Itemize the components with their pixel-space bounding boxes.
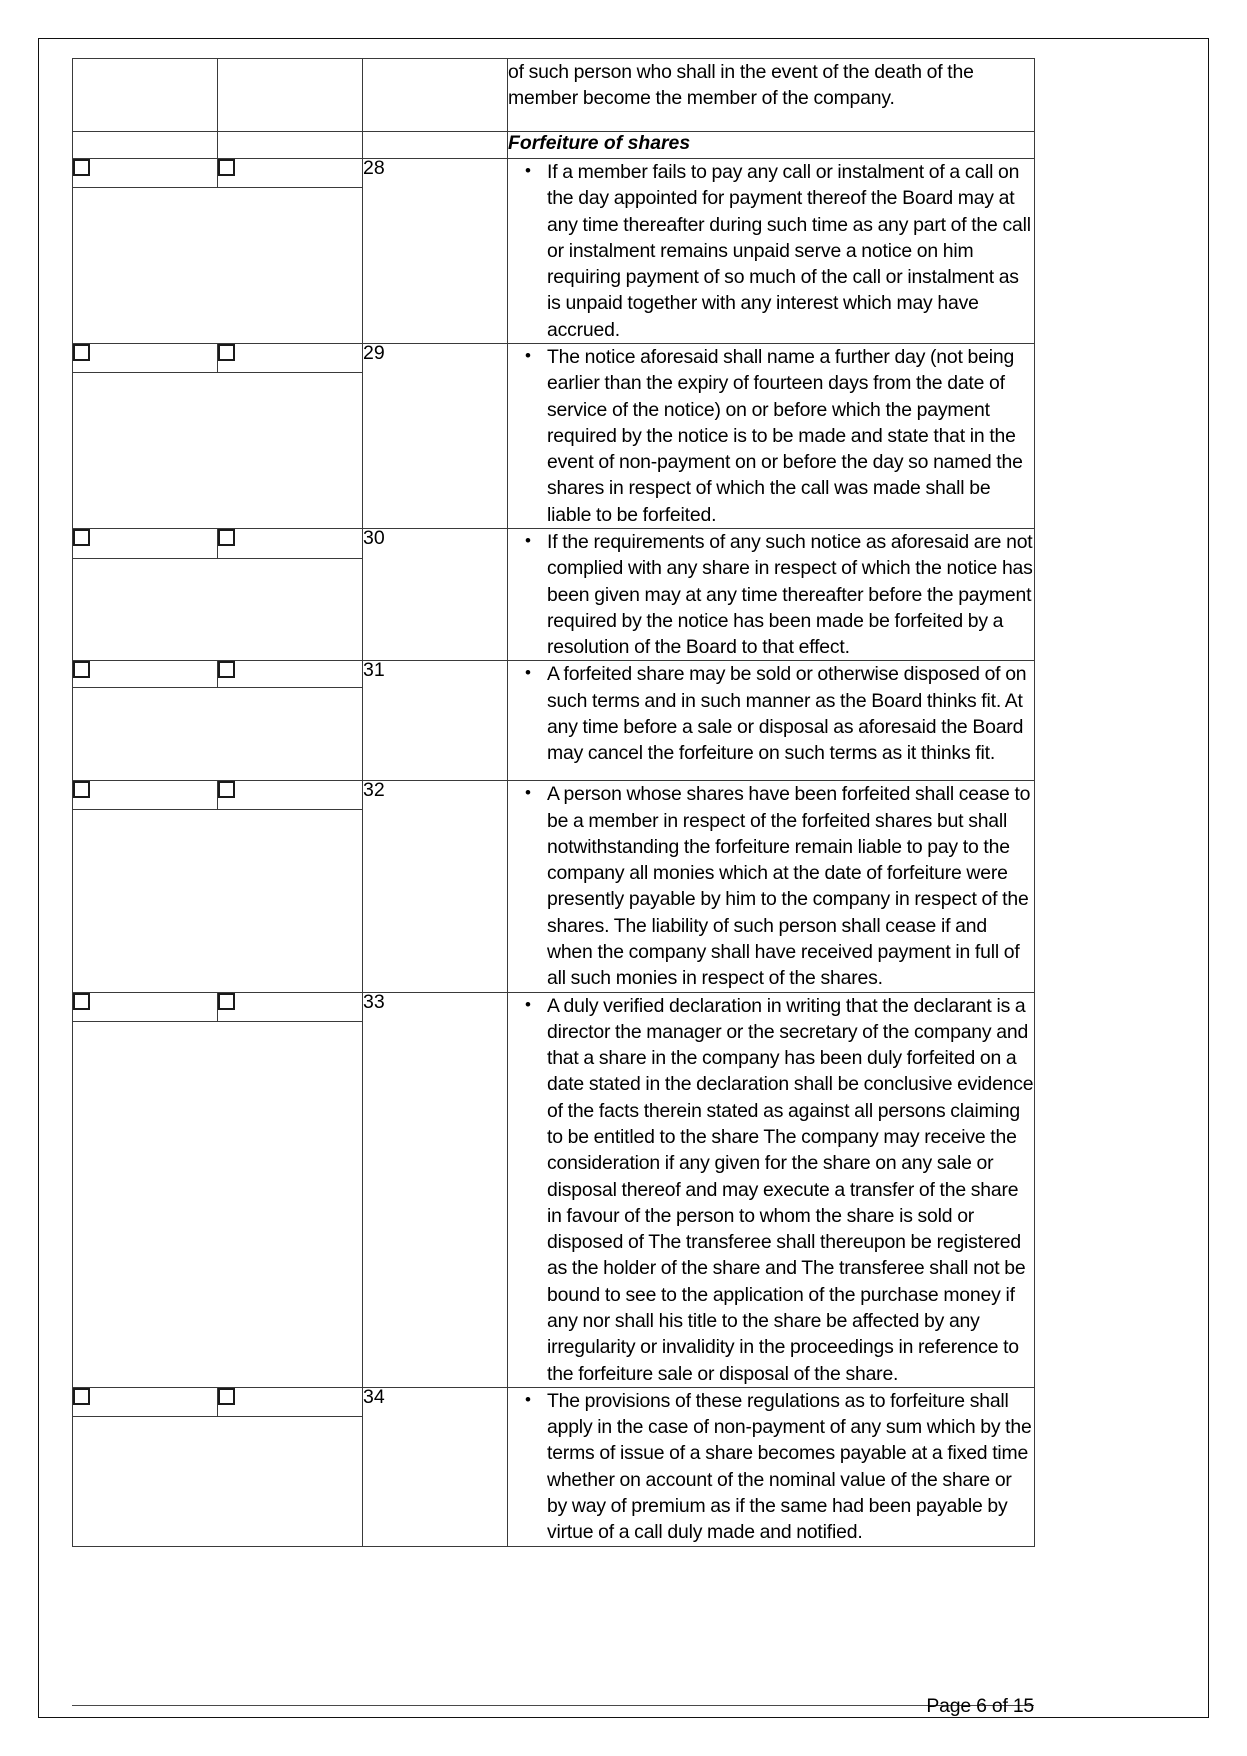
unchecked-checkbox-icon[interactable] — [218, 159, 235, 176]
clause-bullet-item: • If the requirements of any such notice as aforesaid are not complied with any share in respect of which the notice has been given may at any time thereafter before the payment required by the notice has been made be forfeited by a resolution of the Board to that effect. — [547, 529, 1034, 660]
unchecked-checkbox-icon[interactable] — [218, 661, 235, 678]
table-row-checkboxes-29 — [73, 343, 1035, 372]
clause-number-30 — [363, 528, 508, 660]
clause-blank-area-28 — [73, 187, 363, 343]
clause-bullet-item: • A person whose shares have been forfeited shall cease to be a member in respect of the forfeited shares but shall notwithstanding the forfeiture remain liable to pay to the company all monies which at the date of forfeiture were presently payable by him to the company in respect of the shares. The liability of such person shall cease if and when the company shall have received payment in full of all such monies in respect of the shares. — [547, 781, 1034, 991]
checkbox-cell-right-34[interactable] — [218, 1387, 363, 1416]
checkbox-cell-left-34[interactable] — [73, 1387, 218, 1416]
checkbox-cell-right-28[interactable] — [218, 159, 363, 188]
unchecked-checkbox-icon[interactable] — [218, 344, 235, 361]
clause-bullet-item: • A duly verified declaration in writing that the declarant is a director the manager or the secretary of the company and that a share in the company has been duly forfeited on a date stated in the declaration shall be conclusive evidence of the facts therein stated as against all persons claiming to be entitled to the share The company may receive the consideration if any given for the share on any sale or disposal thereof and may execute a transfer of the share in favour of the person to whom the share is sold or disposed of The transferee shall thereupon be registered as the holder of the share and The transferee shall not be bound to see to the application of the purchase money if any nor shall his title to the share be affected by any irregularity or invalidity in the proceedings in reference to the forfeiture sale or disposal of the share. — [547, 993, 1034, 1387]
footer-divider — [72, 1705, 1034, 1706]
section-heading-cell-col1 — [73, 132, 218, 159]
checkbox-cell-left-32[interactable] — [73, 781, 218, 810]
clause-number-34 — [363, 1387, 508, 1546]
unchecked-checkbox-icon[interactable] — [73, 661, 90, 678]
clause-bullet-item: • If a member fails to pay any call or instalment of a call on the day appointed for payment thereof the Board may at any time thereafter during such time as any part of the call or instalment remains unpaid serve a notice on him requiring payment of so much of the call or instalment as is unpaid together with any interest which may have accrued. — [547, 159, 1034, 343]
clause-number-text: 34 — [363, 1385, 385, 1408]
unchecked-checkbox-icon[interactable] — [73, 993, 90, 1010]
table-row-checkboxes-32 — [73, 781, 1035, 810]
unchecked-checkbox-icon[interactable] — [218, 529, 235, 546]
unchecked-checkbox-icon[interactable] — [73, 159, 90, 176]
clause-bullet-list — [508, 661, 1034, 766]
clause-bullet-item: • The provisions of these regulations as to forfeiture shall apply in the case of non-payment of any sum which by the terms of issue of a share becomes payable at a fixed time whether on account of the nominal value of the share or by way of premium as if the same had been payable by virtue of a call duly made and notified. — [547, 1388, 1034, 1546]
unchecked-checkbox-icon[interactable] — [218, 781, 235, 798]
table-row-checkboxes-28 — [73, 159, 1035, 188]
clause-text-34 — [508, 1387, 1035, 1546]
clause-number-text: 30 — [363, 526, 385, 549]
unchecked-checkbox-icon[interactable] — [73, 344, 90, 361]
page-footer — [72, 1695, 1034, 1735]
section-heading-cell-number — [363, 132, 508, 159]
checkbox-cell-left-33[interactable] — [73, 992, 218, 1021]
table-row-section-heading — [73, 132, 1035, 159]
continuation-cell-number — [363, 59, 508, 132]
section-heading-title: Forfeiture of shares — [508, 132, 1035, 159]
table-row-checkboxes-34 — [73, 1387, 1035, 1416]
clause-blank-area-33 — [73, 1021, 363, 1387]
continuation-cell-col2 — [218, 59, 363, 132]
clause-number-text: 32 — [363, 779, 385, 802]
checkbox-cell-left-28[interactable] — [73, 159, 218, 188]
page-number-label: Page 6 of 15 — [926, 1695, 1034, 1717]
clause-bullet-list — [508, 159, 1034, 343]
clause-number-text: 33 — [363, 990, 385, 1013]
clause-number-28 — [363, 159, 508, 344]
clause-bullet-list — [508, 781, 1034, 991]
clause-number-32 — [363, 781, 508, 992]
table-row-continuation — [73, 59, 1035, 132]
checkbox-cell-left-29[interactable] — [73, 343, 218, 372]
clause-bullet-list — [508, 529, 1034, 660]
clause-blank-area-31 — [73, 688, 363, 781]
clause-blank-area-30 — [73, 558, 363, 661]
page-content — [72, 58, 1034, 1547]
checkbox-cell-left-31[interactable] — [73, 661, 218, 688]
clause-text-31 — [508, 661, 1035, 781]
clause-number-text: 31 — [363, 659, 385, 682]
clause-blank-area-29 — [73, 372, 363, 528]
clause-number-31 — [363, 661, 508, 781]
clause-text-33 — [508, 992, 1035, 1387]
clause-number-29 — [363, 343, 508, 528]
checkbox-cell-right-32[interactable] — [218, 781, 363, 810]
unchecked-checkbox-icon[interactable] — [73, 781, 90, 798]
continuation-cell-text: of such person who shall in the event of the death of the member become the member of the company. — [508, 59, 1035, 132]
clause-text-29 — [508, 343, 1035, 528]
clause-blank-area-34 — [73, 1417, 363, 1546]
clause-bullet-item: • The notice aforesaid shall name a further day (not being earlier than the expiry of fourteen days from the date of service of the notice) on or before which the payment required by the notice is to be made and state that in the event of non-payment on or before the day so named the shares in respect of which the call was made shall be liable to be forfeited. — [547, 344, 1034, 528]
clause-blank-area-32 — [73, 809, 363, 992]
section-heading-cell-col2 — [218, 132, 363, 159]
articles-table — [72, 58, 1035, 1547]
clause-text-32 — [508, 781, 1035, 992]
unchecked-checkbox-icon[interactable] — [218, 993, 235, 1010]
checkbox-cell-right-29[interactable] — [218, 343, 363, 372]
clause-number-text: 29 — [363, 341, 385, 364]
unchecked-checkbox-icon[interactable] — [73, 1388, 90, 1405]
table-row-checkboxes-33 — [73, 992, 1035, 1021]
clause-number-33 — [363, 992, 508, 1387]
clause-bullet-item: • A forfeited share may be sold or otherwise disposed of on such terms and in such manner as the Board thinks fit. At any time before a sale or disposal as aforesaid the Board may cancel the forfeiture on such terms as it thinks fit. — [547, 661, 1034, 766]
clause-bullet-list — [508, 993, 1034, 1387]
checkbox-cell-right-33[interactable] — [218, 992, 363, 1021]
checkbox-cell-left-30[interactable] — [73, 528, 218, 558]
clause-number-text: 28 — [363, 157, 385, 179]
checkbox-cell-right-30[interactable] — [218, 528, 363, 558]
clause-bullet-list — [508, 344, 1034, 528]
checkbox-cell-right-31[interactable] — [218, 661, 363, 688]
continuation-cell-col1 — [73, 59, 218, 132]
clause-bullet-list — [508, 1388, 1034, 1546]
table-row-checkboxes-30 — [73, 528, 1035, 558]
table-row-checkboxes-31 — [73, 661, 1035, 688]
clause-text-28 — [508, 159, 1035, 344]
unchecked-checkbox-icon[interactable] — [73, 529, 90, 546]
unchecked-checkbox-icon[interactable] — [218, 1388, 235, 1405]
clause-text-30 — [508, 528, 1035, 660]
